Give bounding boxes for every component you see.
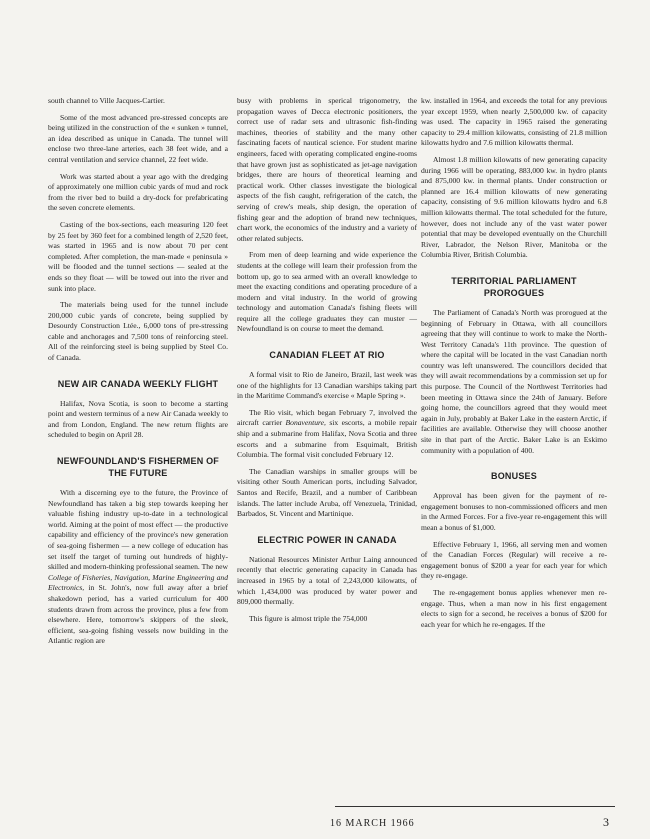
headline-newfoundland-fishermen: NEWFOUNDLAND'S FISHERMEN OF THE FUTURE: [56, 456, 220, 479]
paragraph: Almost 1.8 million kilowatts of new generating capacity during 1966 will be operating, 883,000 kw. in hydro plants and 875,000 kw. in thermal plants. Under construction or planned are 16.4 million kilowatts of new generating capacity, consisting of 9.6 million kilowatts hydro and 6.8 million kilowatts thermal. The total scheduled for the future, however, does not include any of the vast water power potential that may be developed eventually on the Churchill River, Labrador, the Nelson River, Manitoba or the Columbia River, British Columbia.: [421, 154, 607, 260]
paragraph: busy with problems in sperical trigonometry, the propagation waves of Decca electronic positioners, the correct use of radar sets and ultrasonic fish-finding machines, theories of stability and the many other fascinating facets of nautical science. For student marine engineers, faced with operating complicated engine-rooms that have grown just as sophisticated as jet-age navigation bridges, there are hours of theoretical learning and practical work. Other classes investigate the biological aspects of the fish caught, refrigeration of the catch, the serving of crew's meals, ship design, the operation of fishing gear and the adoption of brand new techniques, chart work, the economics of the industry and a variety of other related subjects.: [237, 96, 417, 243]
paragraph: This figure is almost triple the 754,000: [249, 613, 368, 623]
paragraph: The Parliament of Canada's North was prorogued at the beginning of February in Ottawa, with all councillors agreeing that they will continue to work to make the North-West Territory Canada's 11th province. The question of where the capital will be located in the vast Canadian north country was left unanswered. The councillors decided that they will await recommendations by a commission set up for this purpose. The Council of the Northwest Territories had been meeting in Ottawa since the 24th of January. Before going home, the councillors agreed that they would meet again in July, probably at Baker Lake in the eastern Arctic, if facilities are available. Otherwise they will choose another site in that part of the Arctic. Baker Lake is an Eskimo community with a population of 400.: [421, 307, 607, 455]
headline-territorial-parliament: TERRITORIAL PARLIAMENT PROROGUES: [451, 275, 577, 298]
paragraph: The materials being used for the tunnel include 200,000 cubic yards of concrete, being supplied by Desourdy Construction Ltée., 6,000 tons of pre-stressing cable and anchorages and 7,500 tons of reinforcing steel. All of the reinforcing steel is being supplied by Steel Co. of Canada.: [48, 300, 228, 363]
paragraph: kw. installed in 1964, and exceeds the total for any previous year except 1959, when nearly 2,500,000 kw. of capacity was used. The capacity in 1965 raised the generating capacity to 29.4 million kilowatts, consisting of 21.8 million kilowatts hydro and 7.6 million kilowatts thermal.: [421, 96, 607, 148]
issue-date: 16 MARCH 1966: [330, 818, 415, 829]
paragraph-text: six escorts, a mobile repair ship and a submarine from Halifax, Nova Scotia and three escorts and a submarine from Esquimalt, British Columbia. The formal visit concluded February 12.: [237, 418, 417, 460]
headline-air-canada: NEW AIR CANADA WEEKLY FLIGHT: [57, 378, 219, 389]
paragraph: A formal visit to Rio de Janeiro, Brazil, last week was one of the highlights for 13 Canadian warships taking part in the Maritime Command's exercise « Maple Spring ».: [237, 370, 417, 401]
paragraph: [48, 488, 228, 647]
paragraph: The re-engagement bonus applies whenever men re-engage. Thus, when a man now in his first engagement elects to sign for a second, he receives a bonus of $200 for each year for which he re-engages. If the: [421, 587, 607, 629]
paragraph: Casting of the box-sections, each measuring 120 feet by 25 feet by 360 feet for a combined length of 2,520 feet, was started in 1965 and is now about 70 per cent completed. After completion, the man-made « peninsula » will be flooded and the tunnel sections — sealed at the ends so they float — will be towed out into the river and sunk into place.: [48, 219, 228, 293]
footer-divider: [335, 806, 615, 807]
ship-name: Bonaventure,: [285, 418, 326, 428]
paragraph-text: in St. John's, now full away after a brief shakedown period, has a varied curriculum for 400 students drawn from across the province, plus a few from elsewhere. Here, tomorrow's skippers of the sleek, efficient, sea-going fishing vessels now building in the Atlantic region are: [48, 583, 228, 646]
paragraph: The Canadian warships in smaller groups will be visiting other South American ports, including Salvador, Santos and Recife, Brazil, and a number of Caribbean islands. The latter include Aruba, off Venezuela, Trinidad, Barbados, St. Vincent and Martinique.: [237, 466, 417, 519]
headline-electric-power: ELECTRIC POWER IN CANADA: [257, 534, 397, 545]
paragraph: south channel to Ville Jacques-Cartier.: [48, 96, 165, 105]
college-name: College of Fisheries, Navigation, Marine Engineering and Electronics,: [48, 572, 228, 593]
column-right: [421, 96, 607, 636]
paragraph-text: The Rio visit, which began February 7, involved the aircraft carrier: [237, 407, 417, 428]
paragraph: National Resources Minister Arthur Laing announced recently that electric generating capacity in Canada has increased in 1965 by a total of 2,243,000 kilowatts, of which 1,434,000 was produced by water power and 809,000 thermally.: [237, 554, 417, 607]
paragraph: Effective February 1, 1966, all serving men and women of the Canadian Forces (Regular) will receive a re-engagement bonus of $200 a year for each year for which they re-engage.: [421, 539, 607, 581]
column-left: [48, 96, 228, 653]
page-number: 3: [603, 815, 609, 829]
paragraph: Work was started about a year ago with the dredging of approximately one million cubic yards of mud and rock from the river bed to build a dry-dock for prefabricating the seven concrete elements.: [48, 171, 228, 213]
paragraph: Halifax, Nova Scotia, is soon to become a starting point and western terminus of a new Air Canada weekly to and from London, England. The new return flights are scheduled to begin on April 28.: [48, 398, 228, 440]
paragraph-text: With a discerning eye to the future, the Province of Newfoundland has taken a big step towards keeping her valuable fishing industry up-to-date in a technological world. Aiming at the point of most effect — the productive capability and efficiency of the province's new generation of sea-going fishermen — a new college of education has set itself the target of turning out hundreds of highly-skilled and modern-thinking professional seamen. The new: [48, 488, 228, 572]
headline-canadian-fleet: CANADIAN FLEET AT RIO: [269, 350, 385, 361]
paragraph: Some of the most advanced pre-stressed concepts are being utilized in the construction of the « sunken » tunnel, an idea described as unique in Canada. The tunnel will enclose two three-lane arteries, each 38 feet wide, and a central ventilation and service channel, 22 feet wide.: [48, 112, 228, 164]
paragraph: From men of deep learning and wide experience the students at the college will learn their profession from the bottom up, go to sea armed with an overall knowledge to meet the exacting conditions and operating procedure of a modern and vital industry. In the world of growing technology and automation Canada's fishing fleets will require all the college graduates they can muster — Newfoundland is on course to meet the demand.: [237, 250, 417, 334]
column-middle: [237, 96, 417, 630]
paragraph: Approval has been given for the payment of re-engagement bonuses to non-commissioned officers and men in the Armed Forces. For a five-year re-engagement this will mean a bonus of $1,000.: [421, 491, 607, 532]
headline-bonuses: BONUSES: [491, 471, 537, 482]
paragraph: [237, 408, 417, 461]
